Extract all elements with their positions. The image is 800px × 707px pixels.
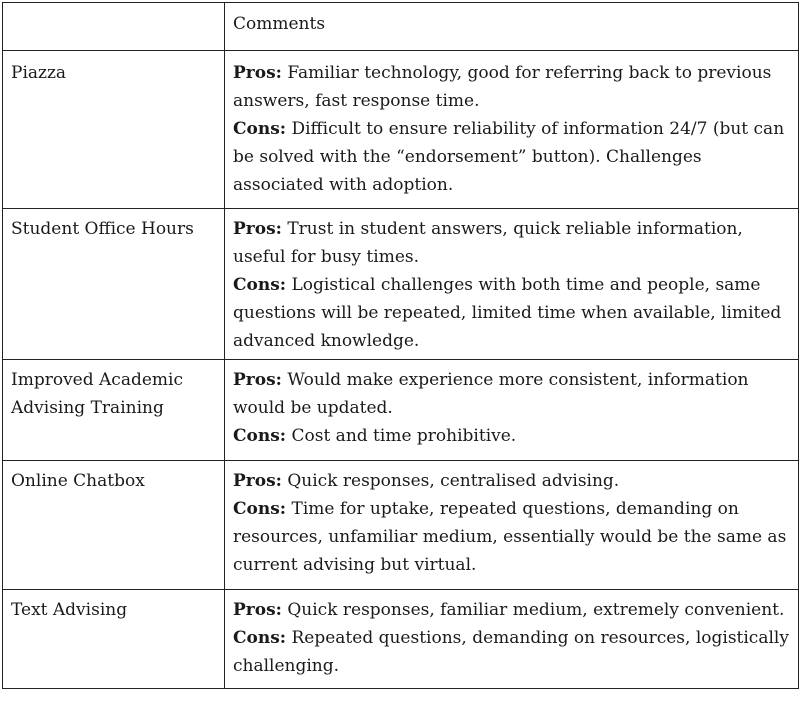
table-row bbox=[3, 209, 799, 360]
pros-label: Pros: bbox=[233, 471, 282, 491]
pros-label: Pros: bbox=[233, 370, 282, 390]
table-row bbox=[3, 590, 799, 689]
table-row bbox=[3, 51, 799, 209]
cons-label: Cons: bbox=[233, 426, 287, 446]
pros-line bbox=[233, 366, 790, 422]
table-header-row bbox=[3, 3, 799, 51]
pros-text: Familiar technology, good for referring back to previous answers, fast response time. bbox=[233, 63, 772, 111]
option-name-cell: Online Chatbox bbox=[3, 461, 225, 590]
option-name-cell: Improved Academic Advising Training bbox=[3, 360, 225, 461]
cons-label: Cons: bbox=[233, 275, 287, 295]
cons-line bbox=[233, 271, 790, 355]
pros-text: Quick responses, familiar medium, extremely convenient. bbox=[287, 600, 785, 620]
comments-cell bbox=[225, 51, 799, 209]
cons-label: Cons: bbox=[233, 119, 287, 139]
cons-text: Difficult to ensure reliability of information 24/7 (but can be solved with the “endorsement” button). Challenges associated with adoption. bbox=[233, 119, 785, 195]
comments-cell bbox=[225, 590, 799, 689]
pros-line bbox=[233, 467, 790, 495]
pros-line bbox=[233, 596, 790, 624]
cons-text: Cost and time prohibitive. bbox=[291, 426, 517, 446]
cons-label: Cons: bbox=[233, 628, 287, 648]
pros-text: Trust in student answers, quick reliable information, useful for busy times. bbox=[233, 219, 743, 267]
table-row bbox=[3, 360, 799, 461]
comments-cell bbox=[225, 360, 799, 461]
pros-label: Pros: bbox=[233, 219, 282, 239]
header-option-cell bbox=[3, 3, 225, 51]
cons-text: Logistical challenges with both time and people, same questions will be repeated, limited time when available, limited advanced knowledge. bbox=[233, 275, 782, 351]
pros-label: Pros: bbox=[233, 63, 282, 83]
table-row bbox=[3, 461, 799, 590]
cons-line bbox=[233, 115, 790, 199]
comments-cell bbox=[225, 461, 799, 590]
cons-line bbox=[233, 422, 790, 450]
pros-text: Quick responses, centralised advising. bbox=[287, 471, 620, 491]
pros-line bbox=[233, 215, 790, 271]
cons-line bbox=[233, 624, 790, 680]
pros-label: Pros: bbox=[233, 600, 282, 620]
cons-text: Repeated questions, demanding on resources, logistically challenging. bbox=[233, 628, 789, 676]
cons-label: Cons: bbox=[233, 499, 287, 519]
options-comments-table bbox=[2, 2, 799, 689]
header-comments-cell: Comments bbox=[225, 3, 799, 51]
cons-line bbox=[233, 495, 790, 579]
comments-cell bbox=[225, 209, 799, 360]
option-name-cell: Text Advising bbox=[3, 590, 225, 689]
option-name-cell: Piazza bbox=[3, 51, 225, 209]
option-name-cell: Student Office Hours bbox=[3, 209, 225, 360]
pros-line bbox=[233, 59, 790, 115]
cons-text: Time for uptake, repeated questions, demanding on resources, unfamiliar medium, essentially would be the same as current advising but virtual. bbox=[233, 499, 787, 575]
pros-text: Would make experience more consistent, information would be updated. bbox=[233, 370, 749, 418]
